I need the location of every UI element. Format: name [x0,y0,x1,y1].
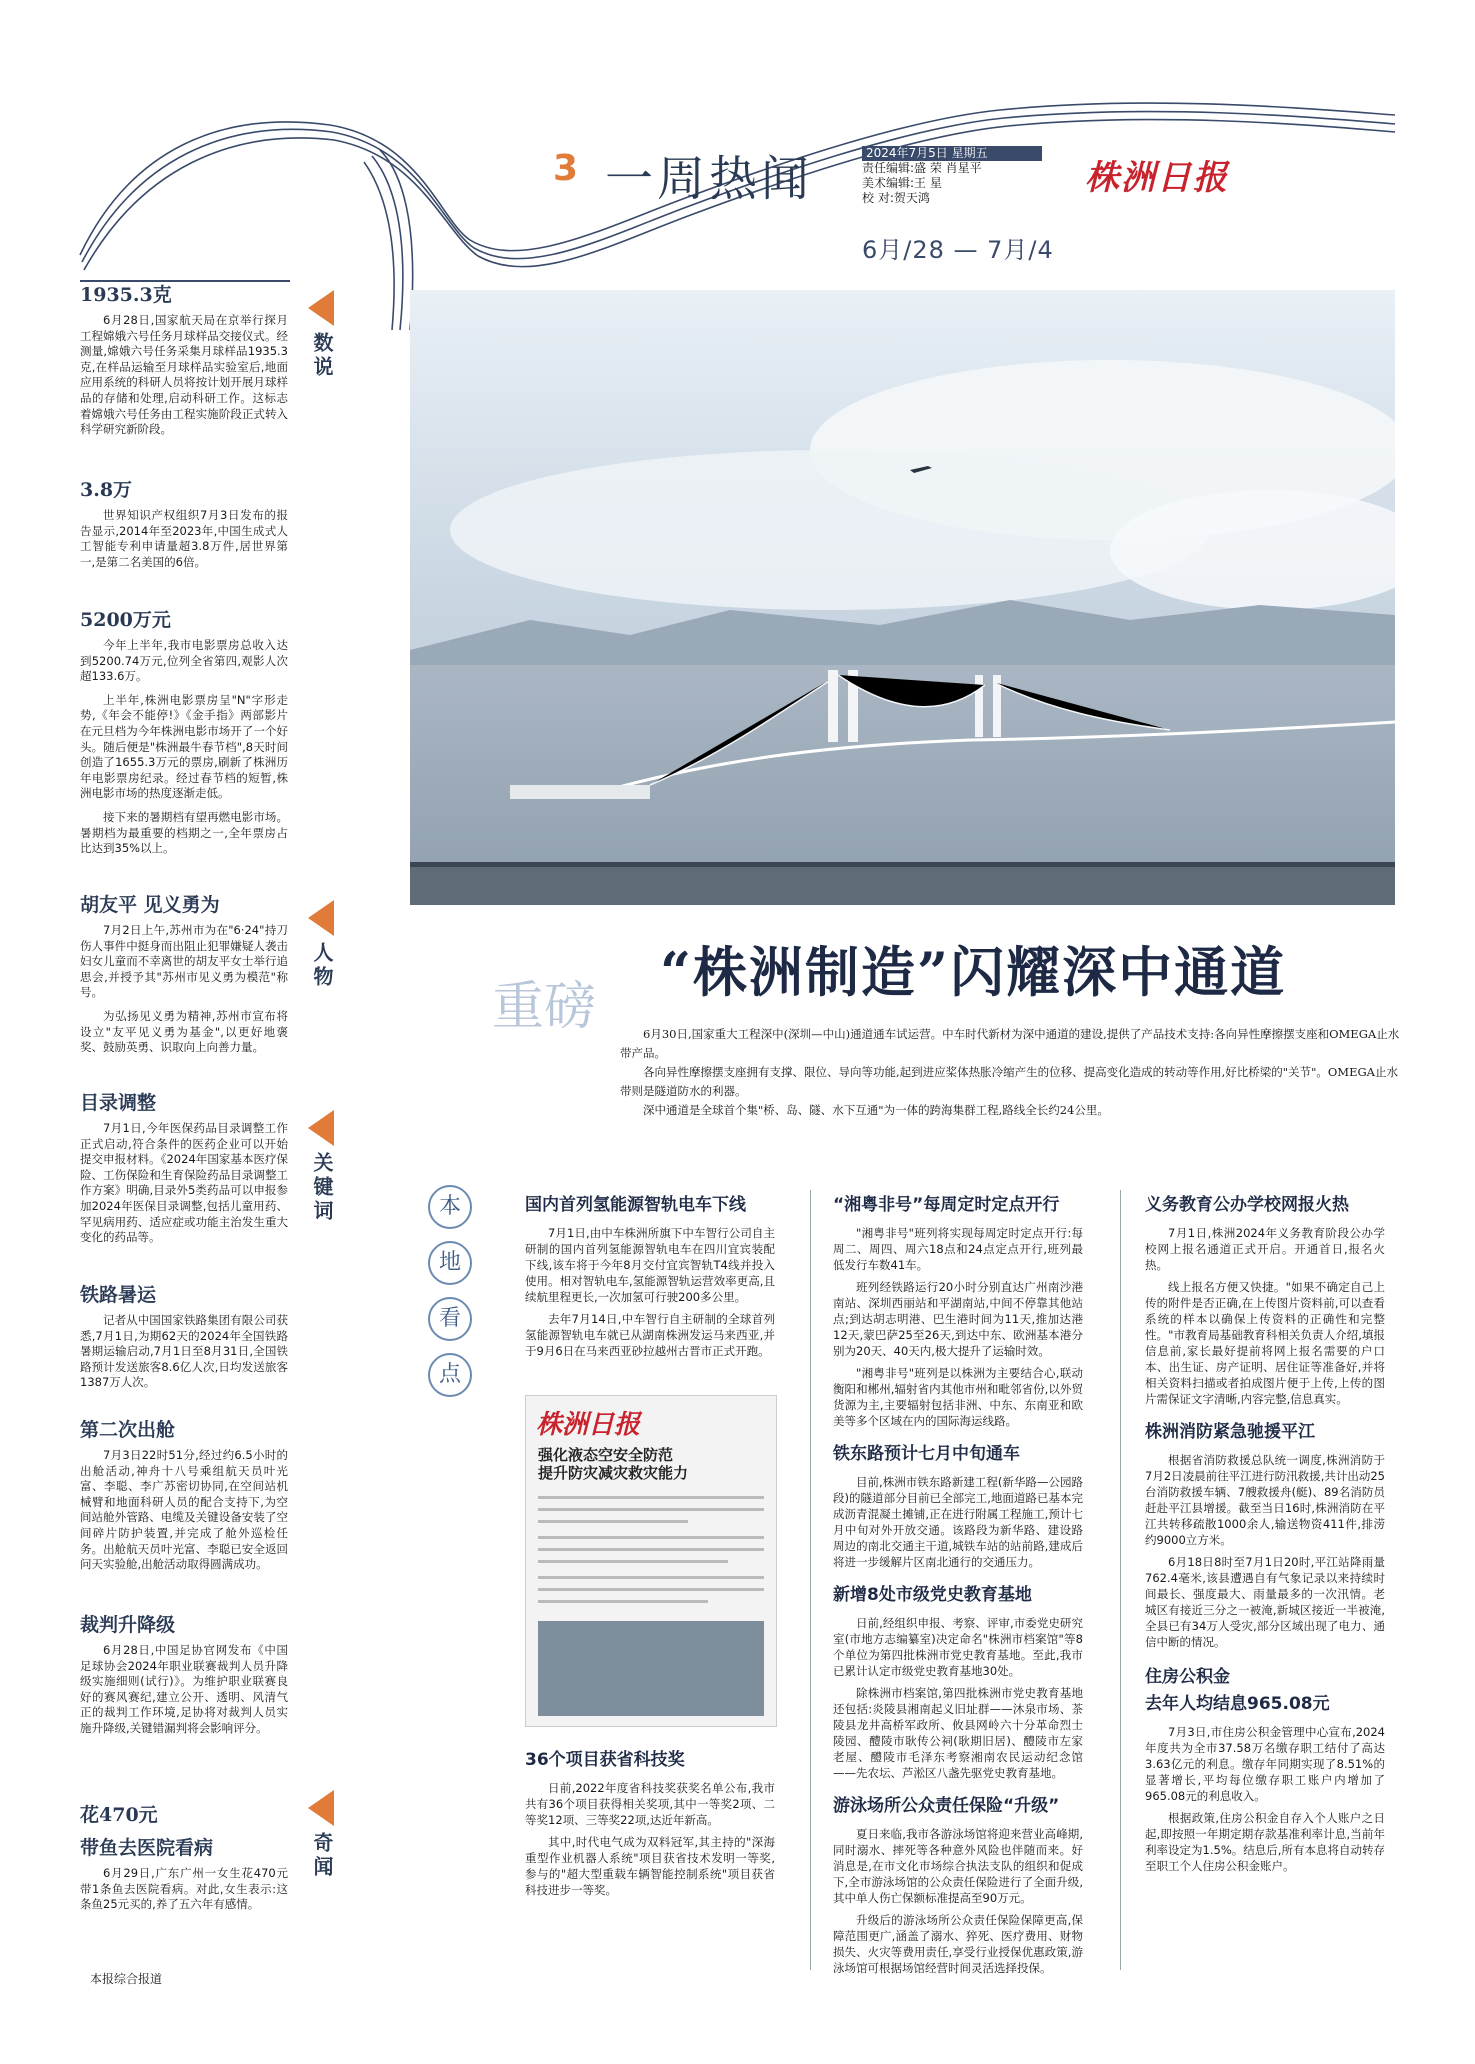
article-text: 线上报名方便又快捷。"如果不确定自己上传的附件是否正确,在上传图片资料前,可以查看系统的样本以确保上传资料的正确性和完整性。"市教育局基础教育科相关负责人介绍,填报信息前,家长最好提前将网上报名需要的户口本、出生证、房产证明、居住证等准备好,并将相关资料扫描或者拍成图片便于上传,上传的图片需保证文字清晰,内容完整,信息真实。 [1145,1280,1385,1406]
sidebar-text: 今年上半年,我市电影票房总收入达到5200.74万元,位列全省第四,观影人次超133.6万。 [80,638,288,684]
thumbnail-headline: 强化液态空安全防范 提升防灾减灾救灾能力 [538,1446,689,1482]
news-column-2 [833,1190,1083,1982]
newspaper-logo: 株洲日报 [1085,158,1229,198]
sidebar-text: 世界知识产权组织7月3日发布的报告显示,2014年至2023年,中国生成式人工智能专利申请量超3.8万件,居世界第一,是第二名美国的6倍。 [80,508,288,569]
sidebar-heading: 花470元 [80,1804,158,1826]
sidebar-item-huayu [80,1800,288,1921]
sidebar-item-tielu [80,1280,288,1399]
category-tab-renwu [290,900,350,990]
local-highlights-label [428,1185,476,1409]
news-column-1b [525,1745,775,1904]
masthead-info [862,146,1042,206]
category-tab-qiwen [290,1790,350,1880]
article-text: 去年7月14日,中车智行自主研制的全球首列氢能源智轨电车就已从湖南株洲发运马来西亚,并于9月6日在马来西亚砂拉越州古晋市正式开跑。 [525,1312,775,1358]
sidebar-text: 6月28日,国家航天局在京举行探月工程嫦娥六号任务月球样品交接仪式。经测量,嫦娥六号任务采集月球样品1935.3克,在样品运输至月球样品实验室后,地面应用系统的科研人员将按计划开展月球样品的存储和处理,启动科研工作。这标志着嫦娥六号任务由工程实施阶段正式转入科学研究新阶段。 [80,313,288,437]
news-column-1 [525,1190,775,1365]
thumbnail-photo [538,1621,764,1716]
article-text: 7月1日,株洲2024年义务教育阶段公办学校网上报名通道正式开启。开通首日,报名火热。 [1145,1226,1385,1272]
article-text: 其中,时代电气成为双料冠军,其主持的"深海重型作业机器人系统"项目获省技术发明一等奖,参与的"超大型重载车辆智能控制系统"项目获省科技进步一等奖。 [525,1835,775,1897]
sidebar-text: 7月2日上午,苏州市为在"6·24"持刀伤人事件中挺身而出阻止犯罪嫌疑人袭击妇女儿童而不幸离世的胡友平女士举行追思会,并授予其"苏州市见义勇为模范"称号。 [80,923,288,1000]
circle-char: 地 [428,1241,472,1285]
article-text: 目前,株洲市铁东路新建工程(新华路—公园路段)的隧道部分目前已全部完工,地面道路已基本完成沥青混凝土摊铺,正在进行附属工程施工,预计七月中旬对外开放交通。该路段为新华路、建设路周边的南北交通主干道,城铁车站的站前路,建成后将进一步缓解片区南北通行的交通压力。 [833,1475,1083,1569]
bridge-photo [410,290,1395,905]
sidebar-item-1935 [80,280,288,446]
sidebar-heading: 5200万元 [80,609,171,631]
sidebar-text: 记者从中国国家铁路集团有限公司获悉,7月1日,为期62天的2024年全国铁路暑期运输启动,7月1日至8月31日,全国铁路预计发送旅客8.6亿人次,日均发送旅客1387万人次。 [80,1313,288,1390]
category-tab-guanjianci [290,1110,350,1224]
sidebar-text: 为弘扬见义勇为精神,苏州市宣布将设立"友平见义勇为基金",以更好地褒奖、鼓励英勇、识取向上向善力量。 [80,1008,288,1055]
sidebar-text: 上半年,株洲电影票房呈"N"字形走势,《年会不能停!》《金手指》两部影片在元旦档为今年株洲电影市场开了一个好头。随后便是"株洲最牛春节档",8天时间创造了1655.3万元的票房,刷新了株洲历年电影票房纪录。经过春节档的短暂,株洲电影市场的热度逐渐走低。 [80,692,288,801]
editor-credit: 责任编辑:盛 荣 肖星平 [862,161,982,175]
category-label: 人物 [310,942,334,990]
sidebar-text: 6月29日,广东广州一女生花470元带1条鱼去医院看病。对此,女生表示:这条鱼25元买的,养了五六年有感情。 [80,1866,288,1912]
sidebar-text: 6月28日,中国足协官网发布《中国足球协会2024年职业联赛裁判人员升降级实施细则(试行)》。为维护职业联赛良好的赛风赛纪,建立公开、透明、风清气正的裁判工作环境,足协将对裁判人员实施升降级,关键错漏判将会影响评分。 [80,1643,288,1735]
art-editor-credit: 美术编辑:王 星 [862,176,942,190]
article-text: 根据省消防救援总队统一调度,株洲消防于7月2日凌晨前往平江进行防汛救援,共计出动25台消防救援车辆、7艘救援舟(艇)、89名消防员赶赴平江县增援。截至当日16时,株洲消防在平江共转移疏散1000余人,输送物资411件,排涝约9000立方米。 [1145,1453,1385,1547]
lead-paragraph: 各向异性摩擦摆支座拥有支撑、限位、导向等功能,起到进应桨体热胀冷缩产生的位移、提高变化造成的转动等作用,好比桥梁的"关节"。OMEGA止水带则是隧道防水的利器。 [620,1065,1398,1098]
sidebar-item-huyouping [80,890,288,1064]
lead-paragraph: 深中通道是全球首个集"桥、岛、隧、水下互通"为一体的跨海集群工程,路线全长约24公里。 [643,1103,1109,1117]
article-title: 国内首列氢能源智轨电车下线 [525,1195,746,1215]
article-title: 新增8处市级党史教育基地 [833,1585,1032,1605]
sidebar-heading: 铁路暑运 [80,1284,157,1306]
article-title: 义务教育公办学校网报火热 [1145,1195,1349,1215]
article-text: "湘粤非号"班列将实现每周定时定点开行:每周二、周四、周六18点和24点定点开行,班列最低发行车数41车。 [833,1226,1083,1272]
sidebar-heading: 第二次出舱 [80,1419,176,1441]
source-note: 本报综合报道 [90,1972,163,1986]
lead-paragraph: 6月30日,国家重大工程深中(深圳—中山)通道通车试运营。中车时代新材为深中通道的建设,提供了产品技术支持:各向异性摩擦摆支座和OMEGA止水带产品。 [620,1027,1400,1060]
article-text: "湘粤非号"班列是以株洲为主要结合心,联动衡阳和郴州,辐射省内其他市州和毗邻省份,以外贸货源为主,主要辐射包括非洲、中东、东南亚和欧美等多个区域在内的国际海运线路。 [833,1366,1083,1428]
circle-char: 本 [428,1185,472,1229]
article-title: 铁东路预计七月中旬通车 [833,1444,1020,1464]
tab-arrow-icon [308,1790,334,1826]
article-text: 夏日来临,我市各游泳场馆将迎来营业高峰期,同时溺水、摔死等各种意外风险也伴随而来。好消息是,在市文化市场综合执法支队的组织和促成下,全市游泳场馆的公众责任保险进行了全面升级,其中单人伤亡保额标准提高至90万元。 [833,1827,1083,1905]
newspaper-thumbnail [525,1395,777,1727]
article-text: 根据政策,住房公积金自存入个人账户之日起,即按照一年期定期存款基准利率计息,当前年利率设定为1.5%。结息后,所有本息将自动转存至职工个人住房公积金账户。 [1145,1811,1385,1873]
article-title: 36个项目获省科技奖 [525,1750,685,1770]
tab-arrow-icon [308,900,334,936]
tab-arrow-icon [308,290,334,326]
sidebar-heading: 3.8万 [80,479,133,501]
article-title: 住房公积金 [1145,1667,1230,1687]
article-text: 6月18日8时至7月1日20时,平江站降雨量762.4毫米,该县遭遇自有气象记录以来持续时间最长、强度最大、雨量最多的一次汛情。老城区有接近三分之一被淹,新城区接近一半被淹,全县已有34万人受灾,部分区域出现了电力、通信中断的情况。 [1145,1555,1385,1649]
category-tab-shuju [290,290,350,380]
sidebar-item-5200 [80,605,288,865]
sidebar-heading: 1935.3克 [80,284,172,306]
sidebar-item-caipan [80,1610,288,1745]
page-number: 3 [553,148,579,189]
sidebar-text: 接下来的暑期档有望再燃电影市场。暑期档为最重要的档期之一,全年票房占比达到35%以上。 [80,809,288,856]
category-label: 奇闻 [310,1832,334,1880]
article-text: 日前,经组织申报、考察、评审,市委党史研究室(市地方志编纂室)决定命名"株洲市档案馆"等8个单位为第四批株洲市党史教育基地。至此,我市已累计认定市级党史教育基地30处。 [833,1616,1083,1678]
circle-char: 看 [428,1297,472,1341]
week-range: 6月/28 — 7月/4 [862,236,1054,264]
article-text: 除株洲市档案馆,第四批株洲市党史教育基地还包括:炎陵县湘南起义旧址群——沐泉市场、茶陵县龙井高桥军政所、攸县网岭六十分革命烈士陵园、醴陵市耿传公祠(耿期旧居)、醴陵市左家老屋、醴陵市毛泽东考察湘南农民运动纪念馆——先农坛、芦淞区八盏先驱党史教育基地。 [833,1686,1083,1780]
sidebar-text: 7月1日,今年医保药品目录调整工作正式启动,符合条件的医药企业可以开始提交申报材料。《2024年国家基本医疗保险、工伤保险和生育保险药品目录调整工作方案》明确,目录外5类药品可以申报参加2024年医保目录调整,包括儿童用药、罕见病用药、适应症或功能主治发生重大变化的药品等。 [80,1121,288,1245]
news-column-3 [1145,1190,1385,1880]
article-title: 去年人均结息965.08元 [1145,1694,1330,1714]
sidebar-heading: 裁判升降级 [80,1614,176,1636]
column-divider [1120,1190,1121,1970]
sidebar-text: 7月3日22时51分,经过约6.5小时的出舱活动,神舟十八号乘组航天员叶光富、李聪、李广苏密切协同,在空间站机械臂和地面科研人员的配合支持下,为空间站舱外管路、电缆及关键设备安装了空间碎片防护装置,并完成了舱外巡检任务。出舱航天员叶光富、李聪已安全返回问天实验舱,出舱活动取得圆满成功。 [80,1448,288,1572]
zhongbang-label: 重磅 [492,977,597,1037]
proofreader-credit: 校 对:贺天鸿 [862,191,930,205]
article-title: 游泳场所公众责任保险“升级” [833,1796,1060,1816]
article-title: 株洲消防紧急驰援平江 [1145,1422,1315,1442]
category-label: 数说 [310,332,334,380]
sidebar-item-chucang [80,1415,288,1581]
main-headline: “株洲制造”闪耀深中通道 [660,940,1287,1004]
lead-article [620,1025,1400,1120]
sidebar-heading: 目录调整 [80,1092,157,1114]
article-title: “湘粤非号”每周定时定点开行 [833,1195,1060,1215]
section-title: 一周热闻 [605,151,814,207]
thumbnail-logo: 株洲日报 [536,1410,641,1440]
article-text: 升级后的游泳场所公众责任保险保障更高,保障范围更广,涵盖了溺水、猝死、医疗费用、财物损失、火灾等费用责任,享受行业授保优惠政策,游泳场馆可根据场馆经营时间灵活选择投保。 [833,1913,1083,1975]
article-text: 7月1日,由中车株洲所旗下中车智行公司自主研制的国内首列氢能源智轨电车在四川宜宾装配下线,该车将于今年8月交付宜宾智轨T4线并投入使用。相对智轨电车,氢能源智轨运营效率更高,且续航里程更长,一次加氢可行驶200多公里。 [525,1226,775,1304]
sidebar-heading: 胡友平 见义勇为 [80,894,220,916]
sidebar-heading: 带鱼去医院看病 [80,1837,214,1859]
sidebar-item-38wan [80,475,288,578]
article-text: 班列经铁路运行20小时分别直达广州南沙港南站、深圳西丽站和平湖南站,中间不停靠其他站点;到达胡志明港、巴生港时间为11天,推加达港12天,蒙巴萨25至26天,到达中东、欧洲基本港分别为20天、40天内,极大提升了运输时效。 [833,1280,1083,1358]
article-text: 日前,2022年度省科技奖获奖名单公布,我市共有36个项目获得相关奖项,其中一等奖2项、二等奖12项、三等奖22项,达近年新高。 [525,1781,775,1827]
sidebar-item-mulu [80,1088,288,1254]
circle-char: 点 [428,1353,472,1397]
category-label: 关键词 [310,1152,334,1224]
issue-date: 2024年7月5日 星期五 [862,146,1042,161]
article-text: 7月3日,市住房公积金管理中心宣布,2024年度共为全市37.58万名缴存职工结付了高达3.63亿元的利息。缴存年同期实现了8.51%的显著增长,平均每位缴存职工账户内增加了965.08元的利息收入。 [1145,1725,1385,1803]
tab-arrow-icon [308,1110,334,1146]
column-divider [810,1190,811,1970]
